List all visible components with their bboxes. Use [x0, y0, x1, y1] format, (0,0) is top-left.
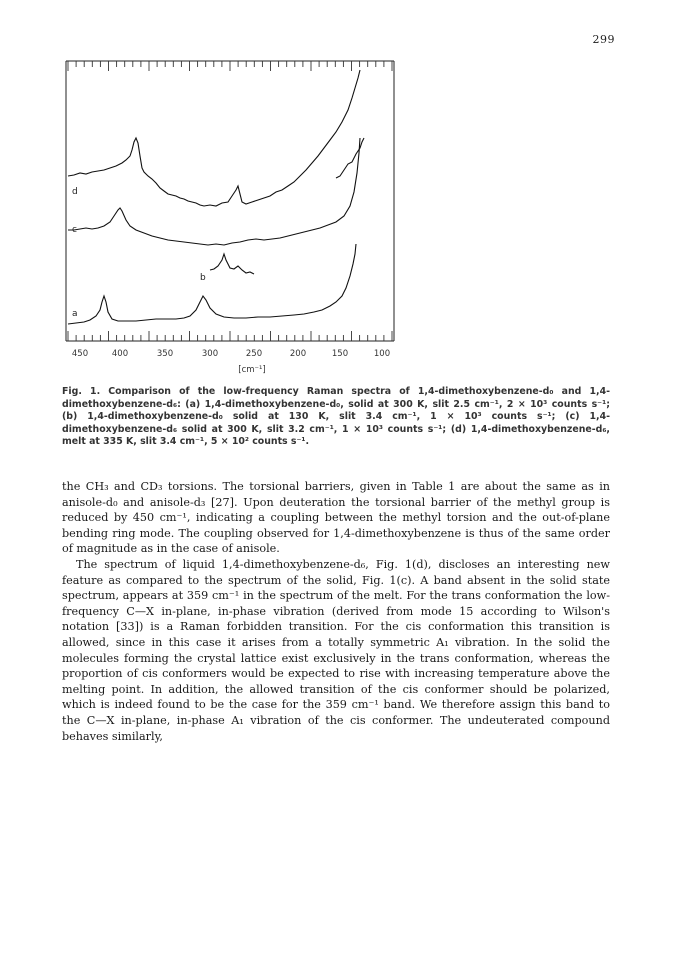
- body-paragraph-1: the CH₃ and CD₃ torsions. The torsional barriers, given in Table 1 are about the same as in anisole-d₀ and anisole-d₃ [27]. Upon deuteration the torsional barrier of the methyl group is reduced by 450 cm⁻¹, indicating a coupling between the methyl torsion and the out-of-plane bending ring mode. The coupling observed for 1,4-dimethoxybenzene is thus of the same order of magnitude as in the case of anisole.: [62, 480, 610, 556]
- body-text: [62, 479, 610, 744]
- figure-caption: [62, 386, 610, 449]
- raman-spectra-figure: [60, 58, 400, 380]
- trace-label-d: d: [72, 187, 78, 197]
- xaxis-tick-label: 250: [245, 349, 263, 359]
- spectrum-trace-c: [68, 138, 360, 245]
- body-paragraph-2: The spectrum of liquid 1,4-dimethoxybenzene-d₆, Fig. 1(d), discloses an interesting new feature as compared to the spectrum of the solid, Fig. 1(c). A band absent in the solid state spectrum, appears at 359 cm⁻¹ in the spectrum of the melt. For the trans conformation the low-frequency C—X in-plane, in-phase vibration (derived from mode 15 according to Wilson's notation [33]) is a Raman forbidden transition. For the cis conformation this transition is allowed, since in this case it arises from a totally symmetric A₁ vibration. In the solid the molecules forming the crystal lattice exist exclusively in the trans conformation, whereas the proportion of cis conformers would be expected to rise with increasing temperature above the melting point. In addition, the allowed transition of the cis conformer should be polarized, which is indeed found to be the case for the 359 cm⁻¹ band. We therefore assign this band to the C—X in-plane, in-phase A₁ vibration of the cis conformer. The undeuterated compound behaves similarly,: [62, 557, 610, 743]
- spectrum-trace-a: [68, 244, 356, 324]
- top-tick-marks: [68, 61, 392, 71]
- trace-label-a: a: [72, 309, 78, 319]
- xaxis-tick-label: 300: [201, 349, 219, 359]
- trace-label-c: c: [72, 225, 77, 235]
- spectrum-trace-d: [68, 70, 360, 206]
- xaxis-tick-label: 150: [331, 349, 349, 359]
- xaxis-tick-label: 450: [71, 349, 89, 359]
- spectrum-trace-b: [210, 254, 254, 274]
- page-number: 299: [592, 33, 615, 46]
- xaxis-tick-label: 400: [111, 349, 129, 359]
- xaxis-tick-label: 100: [373, 349, 391, 359]
- figure-caption-text: Fig. 1. Comparison of the low-frequency Raman spectra of 1,4-dimethoxybenzene-d₀ and 1,4-dimethoxybenzene-d₆: (a) 1,4-dimethoxybenzene-d₀, solid at 300 K, slit 2.5 cm⁻¹, 2 × 10³ counts s⁻¹; (b) 1,4-dimethoxybenzene-d₀ solid at 130 K, slit 3.4 cm⁻¹, 1 × 10³ counts s⁻¹; (c) 1,4-dimethoxybenzene-d₆ solid at 300 K, slit 3.2 cm⁻¹, 1 × 10³ counts s⁻¹; (d) 1,4-dimethoxybenzene-d₆, melt at 335 K, slit 3.4 cm⁻¹, 5 × 10² counts s⁻¹.: [62, 386, 610, 448]
- spectra-plot: [60, 58, 400, 380]
- xaxis-unit-label: [cm⁻¹]: [238, 365, 266, 375]
- trace-label-b: b: [200, 273, 206, 283]
- xaxis-tick-label: 200: [289, 349, 307, 359]
- bottom-tick-marks: [68, 331, 392, 341]
- xaxis-tick-label: 350: [156, 349, 174, 359]
